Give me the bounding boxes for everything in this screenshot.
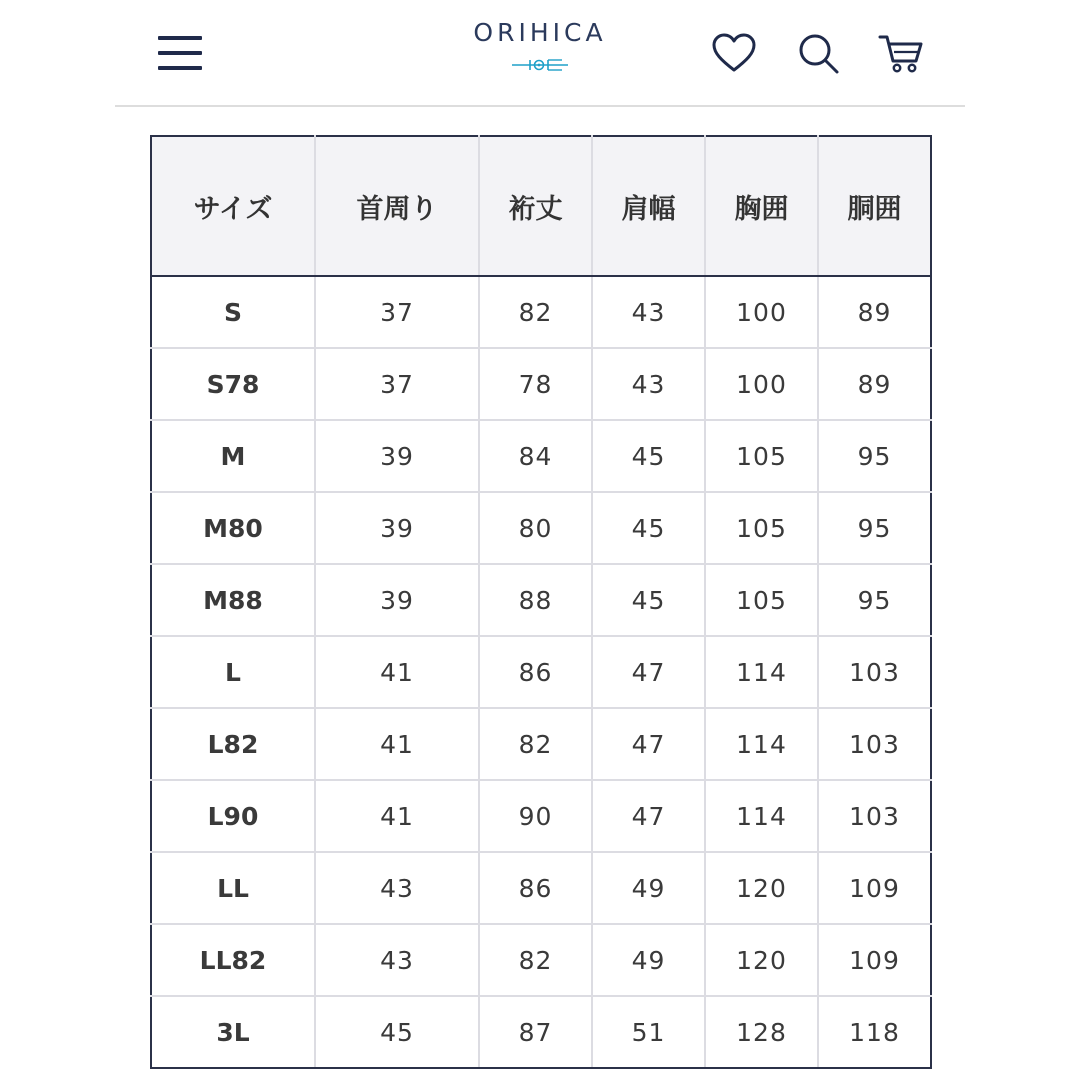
cell-waist: 95 xyxy=(818,420,931,492)
cell-size: M88 xyxy=(151,564,315,636)
cell-neck: 37 xyxy=(315,348,479,420)
cell-shoulder: 47 xyxy=(592,708,705,780)
cell-waist: 109 xyxy=(818,852,931,924)
table-row xyxy=(151,348,931,420)
cell-shoulder: 45 xyxy=(592,420,705,492)
cell-shoulder: 51 xyxy=(592,996,705,1068)
cell-size: S78 xyxy=(151,348,315,420)
table-row xyxy=(151,636,931,708)
cell-chest: 128 xyxy=(705,996,818,1068)
cell-sleeve: 86 xyxy=(479,852,592,924)
cell-waist: 118 xyxy=(818,996,931,1068)
table-row xyxy=(151,996,931,1068)
cell-neck: 41 xyxy=(315,780,479,852)
column-header-shoulder: 肩幅 xyxy=(592,136,705,276)
cell-sleeve: 82 xyxy=(479,708,592,780)
cell-sleeve: 86 xyxy=(479,636,592,708)
cell-neck: 37 xyxy=(315,276,479,348)
logo-text: ORIHICA xyxy=(473,18,607,47)
cell-chest: 120 xyxy=(705,852,818,924)
table-row xyxy=(151,420,931,492)
cell-chest: 120 xyxy=(705,924,818,996)
column-header-neck: 首周り xyxy=(315,136,479,276)
cell-sleeve: 80 xyxy=(479,492,592,564)
hamburger-menu-icon[interactable] xyxy=(158,36,202,70)
brand-logo[interactable] xyxy=(440,14,640,90)
cell-waist: 103 xyxy=(818,708,931,780)
cell-size: 3L xyxy=(151,996,315,1068)
cell-waist: 89 xyxy=(818,276,931,348)
cell-neck: 43 xyxy=(315,852,479,924)
cell-sleeve: 82 xyxy=(479,924,592,996)
logo-mark-icon xyxy=(510,58,570,72)
column-header-chest: 胸囲 xyxy=(705,136,818,276)
cell-sleeve: 84 xyxy=(479,420,592,492)
cell-neck: 43 xyxy=(315,924,479,996)
cell-sleeve: 78 xyxy=(479,348,592,420)
cell-sleeve: 90 xyxy=(479,780,592,852)
size-chart xyxy=(150,135,930,1069)
table-row xyxy=(151,492,931,564)
cell-waist: 89 xyxy=(818,348,931,420)
cell-size: LL xyxy=(151,852,315,924)
cell-shoulder: 43 xyxy=(592,276,705,348)
cell-size: LL82 xyxy=(151,924,315,996)
cell-chest: 105 xyxy=(705,492,818,564)
cell-chest: 114 xyxy=(705,708,818,780)
cell-waist: 103 xyxy=(818,636,931,708)
table-row xyxy=(151,780,931,852)
cart-icon[interactable] xyxy=(878,34,924,74)
cell-chest: 105 xyxy=(705,420,818,492)
cell-size: L82 xyxy=(151,708,315,780)
table-row xyxy=(151,276,931,348)
table-body xyxy=(151,276,931,1068)
cell-shoulder: 45 xyxy=(592,492,705,564)
cell-size: M xyxy=(151,420,315,492)
cell-shoulder: 47 xyxy=(592,780,705,852)
cell-chest: 100 xyxy=(705,276,818,348)
cell-chest: 114 xyxy=(705,780,818,852)
table-row xyxy=(151,708,931,780)
cell-neck: 39 xyxy=(315,420,479,492)
cell-sleeve: 87 xyxy=(479,996,592,1068)
cell-shoulder: 49 xyxy=(592,852,705,924)
heart-icon[interactable] xyxy=(711,33,757,73)
cell-shoulder: 43 xyxy=(592,348,705,420)
cell-neck: 39 xyxy=(315,492,479,564)
column-header-sleeve: 裄丈 xyxy=(479,136,592,276)
cell-neck: 41 xyxy=(315,636,479,708)
cell-neck: 39 xyxy=(315,564,479,636)
cell-waist: 95 xyxy=(818,492,931,564)
cell-neck: 45 xyxy=(315,996,479,1068)
search-icon[interactable] xyxy=(798,33,840,75)
cell-waist: 95 xyxy=(818,564,931,636)
site-header xyxy=(0,0,1080,108)
cell-waist: 109 xyxy=(818,924,931,996)
header-divider xyxy=(115,105,965,107)
table-row xyxy=(151,564,931,636)
cell-neck: 41 xyxy=(315,708,479,780)
column-header-waist: 胴囲 xyxy=(818,136,931,276)
cell-shoulder: 47 xyxy=(592,636,705,708)
cell-shoulder: 49 xyxy=(592,924,705,996)
column-header-size: サイズ xyxy=(151,136,315,276)
cell-chest: 105 xyxy=(705,564,818,636)
cell-size: L90 xyxy=(151,780,315,852)
cell-waist: 103 xyxy=(818,780,931,852)
cell-size: L xyxy=(151,636,315,708)
cell-size: M80 xyxy=(151,492,315,564)
cell-chest: 100 xyxy=(705,348,818,420)
cell-sleeve: 82 xyxy=(479,276,592,348)
table-header-row xyxy=(151,136,931,276)
table-row xyxy=(151,924,931,996)
cell-size: S xyxy=(151,276,315,348)
cell-sleeve: 88 xyxy=(479,564,592,636)
cell-chest: 114 xyxy=(705,636,818,708)
size-table xyxy=(150,135,932,1069)
cell-shoulder: 45 xyxy=(592,564,705,636)
table-row xyxy=(151,852,931,924)
